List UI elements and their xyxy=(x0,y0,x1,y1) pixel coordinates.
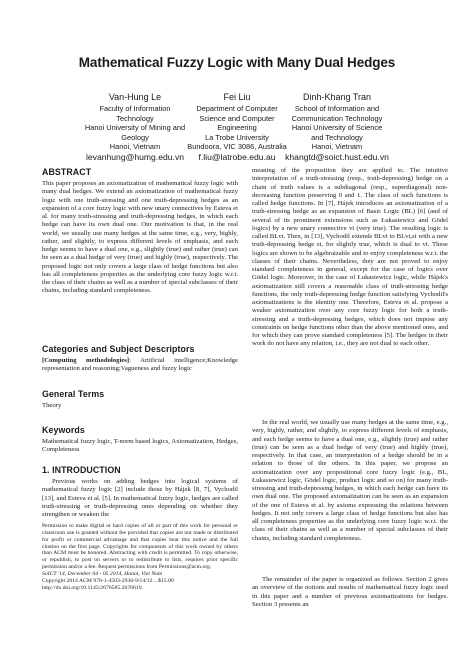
page-title: Mathematical Fuzzy Logic with Many Dual Hedges xyxy=(78,55,396,70)
categories-description: : Artificial intelligence;Knowledge representation and reasoning;Vagueness and fuzzy logic xyxy=(42,357,238,373)
permission-notice xyxy=(42,523,238,591)
author-email[interactable]: khangtd@soict.hust.edu.vn xyxy=(285,151,389,162)
author-block-3 xyxy=(262,92,412,162)
author-affiliation-line: Technology xyxy=(116,113,154,123)
categories-text xyxy=(42,357,238,374)
author-affiliation-line: Hanoi University of Mining and xyxy=(84,123,186,133)
author-email[interactable]: f.liu@latrobe.edu.au xyxy=(198,151,276,162)
conference-line: SoICT '14, December 04 - 05 2014, Hanoi, Viet Nam xyxy=(42,570,163,577)
author-name: Dinh-Khang Tran xyxy=(302,92,372,102)
author-email[interactable]: levanhung@humg.edu.vn xyxy=(85,151,185,162)
author-affiliation-line: Communication Technology xyxy=(291,113,383,123)
general-terms-heading: General Terms xyxy=(42,389,105,399)
author-affiliation-line: School of Information and xyxy=(294,104,380,113)
author-affiliation-line: Hanoi, Vietnam xyxy=(311,142,363,152)
author-affiliation-line: Engineering xyxy=(217,123,257,133)
abstract-text: This paper proposes an axiomatization of mathematical fuzzy logic with many dual hedges. We extend an axiomatization of mathematical fuzzy logic with one truth-stressing and one truth-depressing hedges as an expansion of a core fuzzy logic with new unary connectives by Esteva et al. for many truth-stressing and truth-depressing hedges, in which each hedge can have its own dual one. Our motivation is that, in the real world, we usually use many hedges at the same time, e.g., very, highly, rather, and slightly, to express different levels of emphasis, and each hedge seems to have a dual one, e.g., slightly (true) and rather (true) can be seen as a dual hedge of very (true) and highly (true), respectively. The proposed logic not only covers a large class of hedge functions but also has all completeness properties as the underlying core fuzzy logic w.r.t. the class of their chains as well as a number of special subclasses of their chains, including standard completeness. xyxy=(42,180,238,295)
author-affiliation-line: Geology xyxy=(121,132,149,142)
author-affiliation-line: Faculty of Information xyxy=(99,104,171,113)
author-name: Fei Liu xyxy=(223,92,251,102)
categories-heading: Categories and Subject Descriptors xyxy=(42,344,195,354)
keywords-text: Mathematical fuzzy logic, T-norm based logics, Axiomatization, Hedges, Completeness xyxy=(42,438,238,454)
author-affiliation-line: Hanoi, Vietnam xyxy=(109,142,161,152)
author-affiliation-line: Bundoora, VIC 3086, Australia xyxy=(187,142,287,152)
author-affiliation-line: Science and Computer xyxy=(199,113,275,123)
author-name: Van-Hung Le xyxy=(108,92,162,102)
right-column-paragraph-2: In the real world, we usually use many hedges at the same time, e.g., very, highly, rather, and slightly, to express different levels of emphasis, and each hedge seems to have a dual one, e.g., slightly (true) and rather (true) can be seen as a dual hedge of very (true) and highly (true), respectively. In that case, an interpretation of a hedge should be in a relation to those of the others. In this paper, we propose an axiomatization over any propositional core fuzzy logic (e.g., BL, Łukasiewicz logic, Gödel logic, product logic and so on) for many truth-stressing and truth-depressing hedges, in which each hedge can have its own dual one. The proposed axiomatization can be seen as an expansion of the one of Esteva et al. by axioms expressing the relations between hedges. It not only covers a large class of hedge functions but also has all completeness properties as the underlying core fuzzy logic w.r.t. the class of their chains as well as a number of special subclasses of their chains, including standard completeness. xyxy=(252,419,448,542)
author-affiliation-line: and Technology xyxy=(311,132,363,142)
right-column-paragraph-1: meaning of the proposition they are applied to. The intuitive interpretation of a truth-stressing (resp., truth-depressing) hedge on a chain of truth values is a subdiagonal (resp., superdiagonal) non-decreasing function preserving 0 and 1. The class of such functions is called hedge functions. In [7], Hájek introduces an axiomatization of a truth-stressing hedge as an expansion of Basic Logic (BL) [6] (and of several of its prominent extensions such as Łukasiewicz and Gödel logics) by a new unary connective vt (very true). The resulting logic is called BLvt. Then, in [13], Vychodil extends BLvt to BLvt,st with a new truth-depressing hedge st, for slightly true, which is dual to vt. These logics are shown to be algebraizable and to enjoy completeness w.r.t. the classes of their chains. Nevertheless, they are not proved to enjoy standard completeness in general, except for the case of logics over Gödel logic. Moreover, in the case of Łukasiewicz logic, while Hájek's axiomatization still covers a reasonable class of truth-stressing hedge functions, the only truth-depressing hedge function satisfying Vychodil's axiomatizations is the identity one. Therefore, Esteva et al. propose a weaker axiomatization over any core fuzzy logic for both a truth-stressing and a truth-depressing hedges, which does not impose any constraints on hedge functions other than the above mentioned ones, and for which they can prove standard completeness [5]. The hedges in their work do not have any relation, i.e., they are not dual to each other. xyxy=(252,167,448,348)
introduction-text: Previous works on adding hedges into logical systems of mathematical fuzzy logic [2] include those by Hájek [8, 7], Vychodil [13], and Esteva et al. [5]. In mathematical fuzzy logic, hedges are called truth-stressing or truth-depressing ones depending on whether they strengthen or weaken the xyxy=(42,478,238,518)
general-terms-text: Theory xyxy=(42,402,62,409)
author-affiliation-line: La Trobe University xyxy=(205,132,269,142)
keywords-heading: Keywords xyxy=(42,425,85,435)
introduction-heading: 1. INTRODUCTION xyxy=(42,465,121,475)
right-column-paragraph-3: The remainder of the paper is organized as follows. Section 2 gives an overview of the notions and results of mathematical fuzzy logic used in this paper and a number of previous axiomatizations for hedges. Section 3 presents an xyxy=(252,576,448,608)
author-affiliation-line: Hanoi University of Science xyxy=(291,123,383,133)
author-affiliation-line: Department of Computer xyxy=(196,104,278,113)
abstract-heading: ABSTRACT xyxy=(42,167,92,177)
doi-link[interactable]: http://dx.doi.org/10.1145/2676585.2676619. xyxy=(42,584,143,591)
permission-text: Permission to make digital or hard copies of all or part of this work for personal or classroom use is granted without fee provided that copies are not made or distributed for profit or commercial advantage and that copies bear this notice and the full citation on the first page. Copyrights for components of this work owned by others than ACM must be honored. Abstracting with credit is permitted. To copy otherwise, or republish, to post on servers or to redistribute to lists, requires prior specific permission and/or a fee. Request permissions from Permissions@acm.org. xyxy=(42,523,238,571)
copyright-line: Copyright 2014 ACM 978-1-4503-2930-9/14/12 ...$15.00 xyxy=(42,577,174,584)
categories-label: [Computing methodologies] xyxy=(42,357,130,364)
